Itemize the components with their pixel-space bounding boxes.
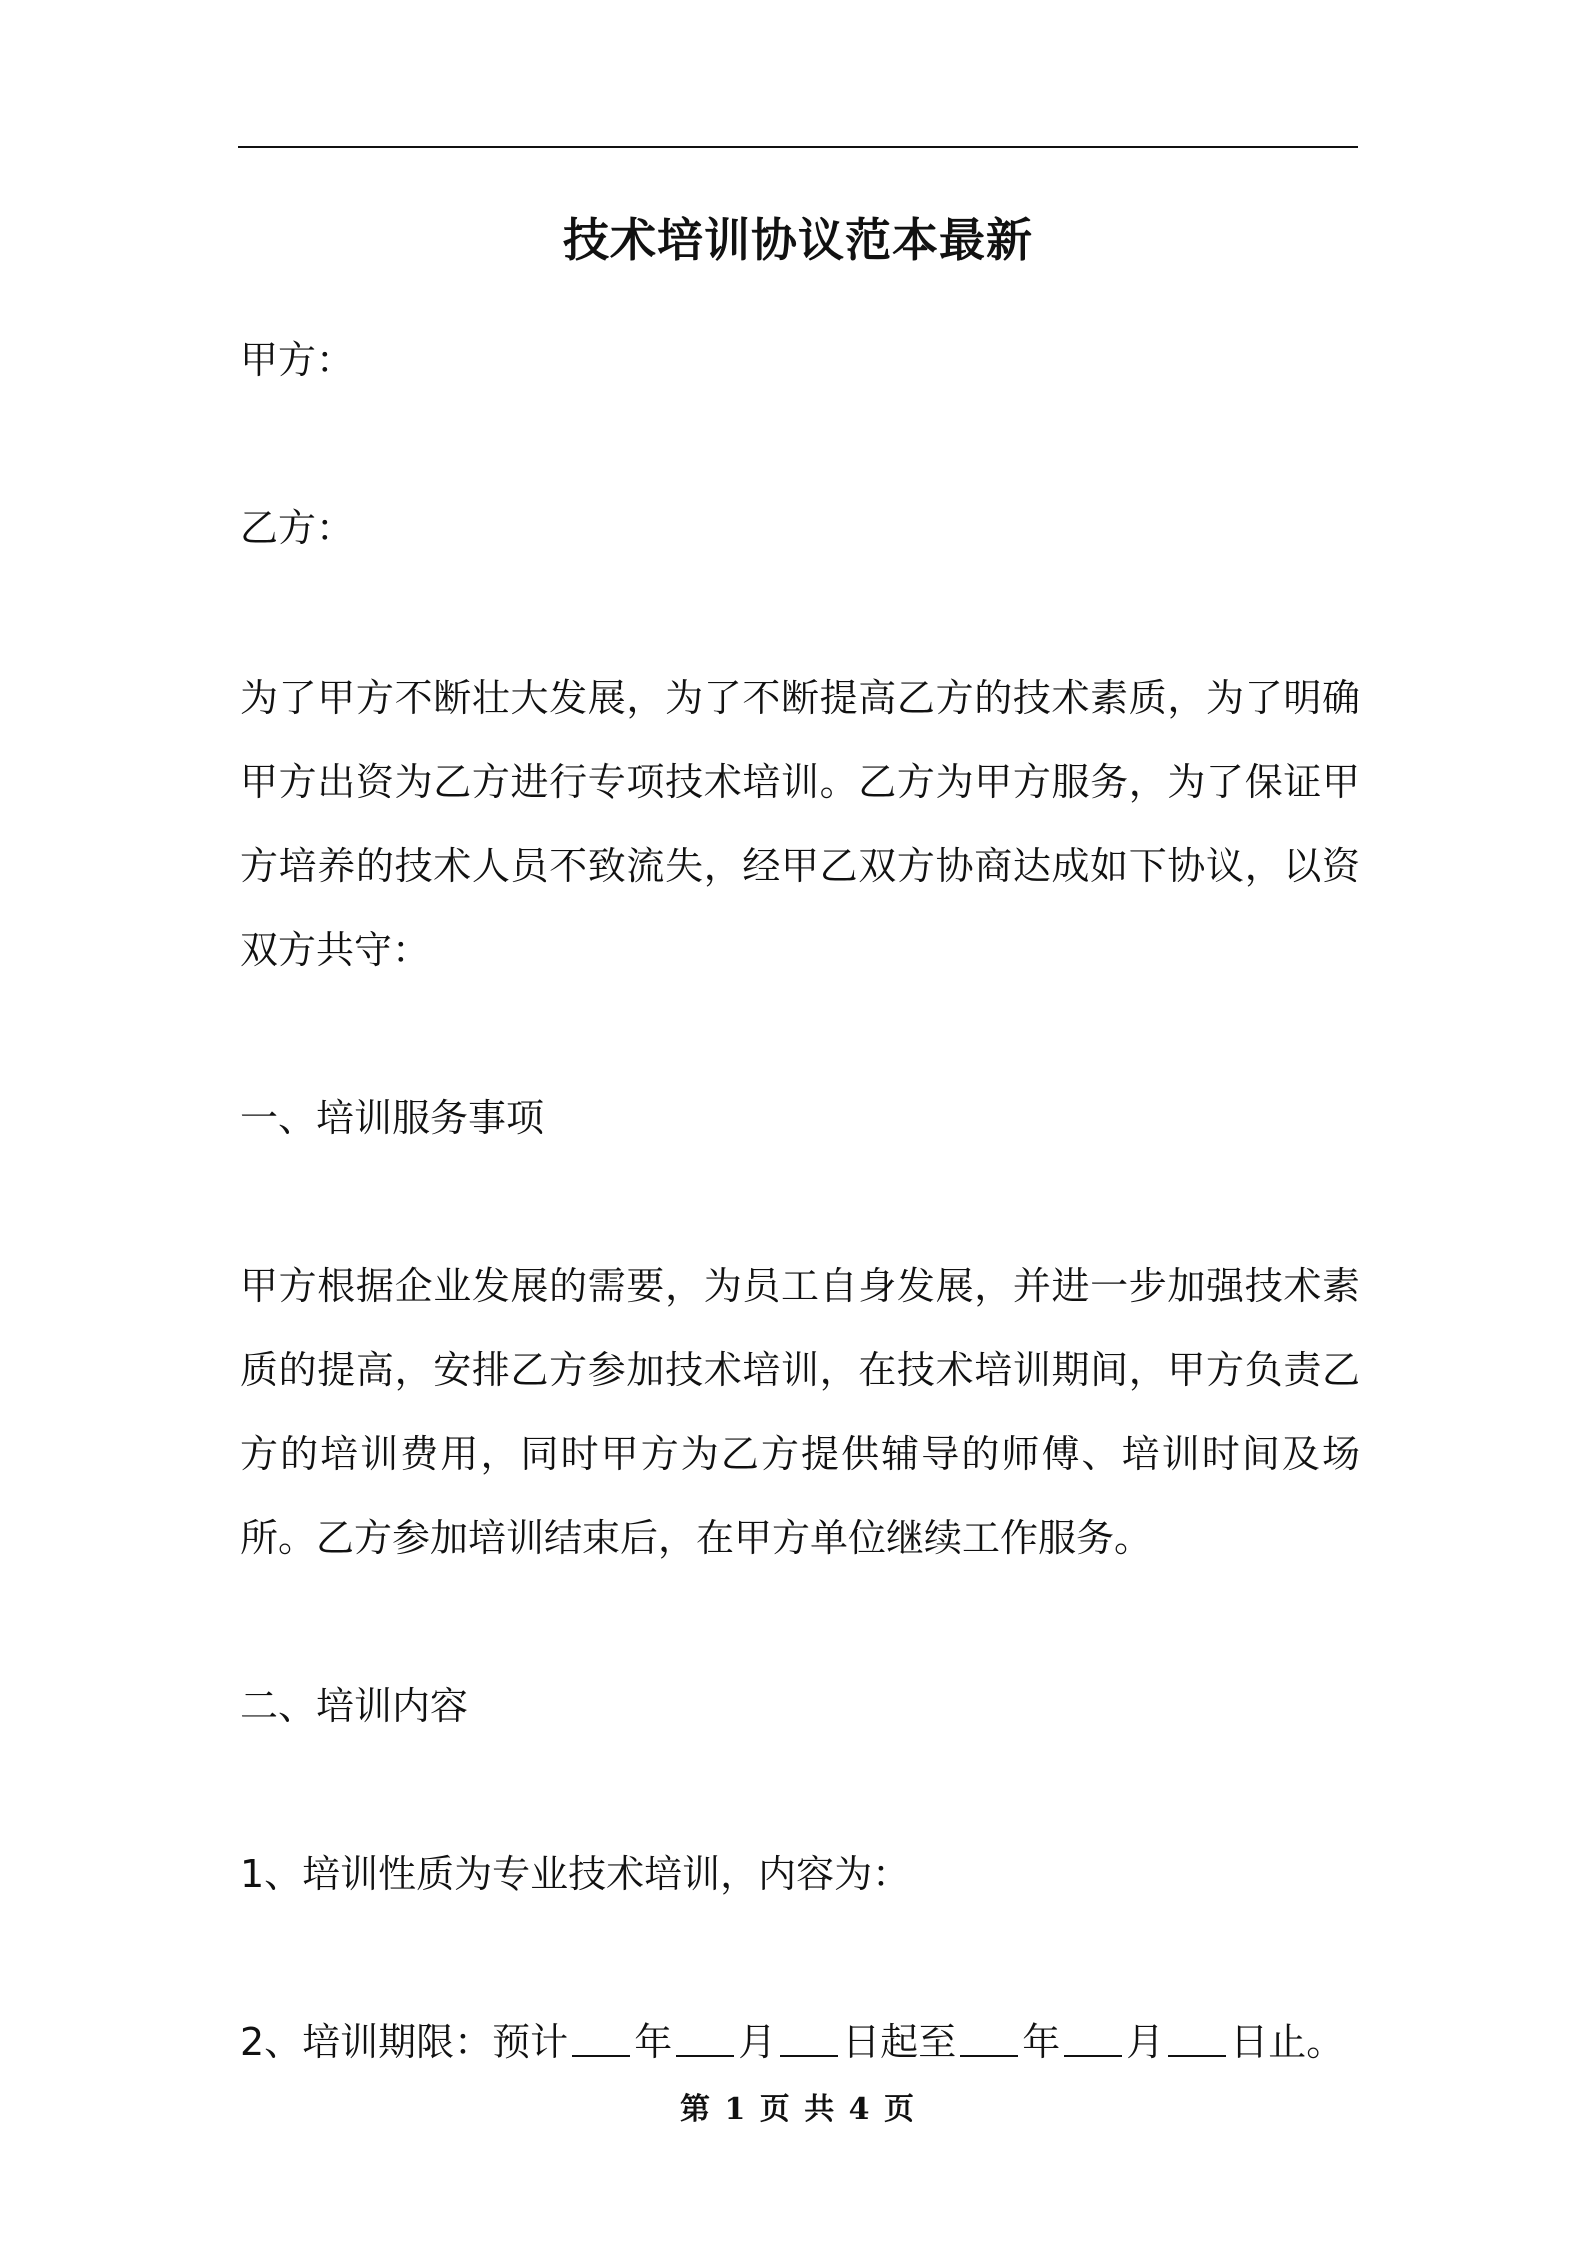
item-2-year-1: 年 (634, 2020, 673, 2064)
item-2-day-2: 日止。 (1230, 2020, 1345, 2064)
section-1-body: 甲方根据企业发展的需要，为员工自身发展，并进一步加强技术素质的提高，安排乙方参加技术培训，在技术培训期间，甲方负责乙方的培训费用，同时甲方为乙方提供辅导的师傅、培训时间及场所。乙方参加培训结束后，在甲方单位继续工作服务。 (240, 1264, 1360, 1560)
item-2-prefix: 2、培训期限：预计 (240, 2020, 569, 2064)
page-number-footer: 第 1 页 共 4 页 (680, 2092, 916, 2127)
party-b-label: 乙方： (240, 506, 355, 550)
party-a-label: 甲方： (240, 338, 355, 382)
blank-field (960, 2021, 1018, 2057)
item-2-day-1: 日起至 (842, 2020, 957, 2064)
section-2-item-1: 1、培训性质为专业技术培训，内容为： (240, 1852, 911, 1896)
document-title: 技术培训协议范本最新 (563, 213, 1033, 267)
item-2-year-2: 年 (1022, 2020, 1061, 2064)
blank-field (1064, 2021, 1122, 2057)
section-2-item-2 (240, 2000, 1360, 2084)
blank-field (676, 2021, 734, 2057)
blank-field (780, 2021, 838, 2057)
section-1-heading: 一、培训服务事项 (240, 1096, 545, 1140)
item-2-month-1: 月 (738, 2020, 777, 2064)
blank-field (1168, 2021, 1226, 2057)
header-rule (238, 146, 1358, 148)
preamble-paragraph: 为了甲方不断壮大发展，为了不断提高乙方的技术素质，为了明确甲方出资为乙方进行专项技术培训。乙方为甲方服务，为了保证甲方培养的技术人员不致流失，经甲乙双方协商达成如下协议，以资双方共守： (240, 676, 1360, 972)
item-2-month-2: 月 (1126, 2020, 1165, 2064)
section-2-heading: 二、培训内容 (240, 1684, 469, 1728)
blank-field (572, 2021, 630, 2057)
